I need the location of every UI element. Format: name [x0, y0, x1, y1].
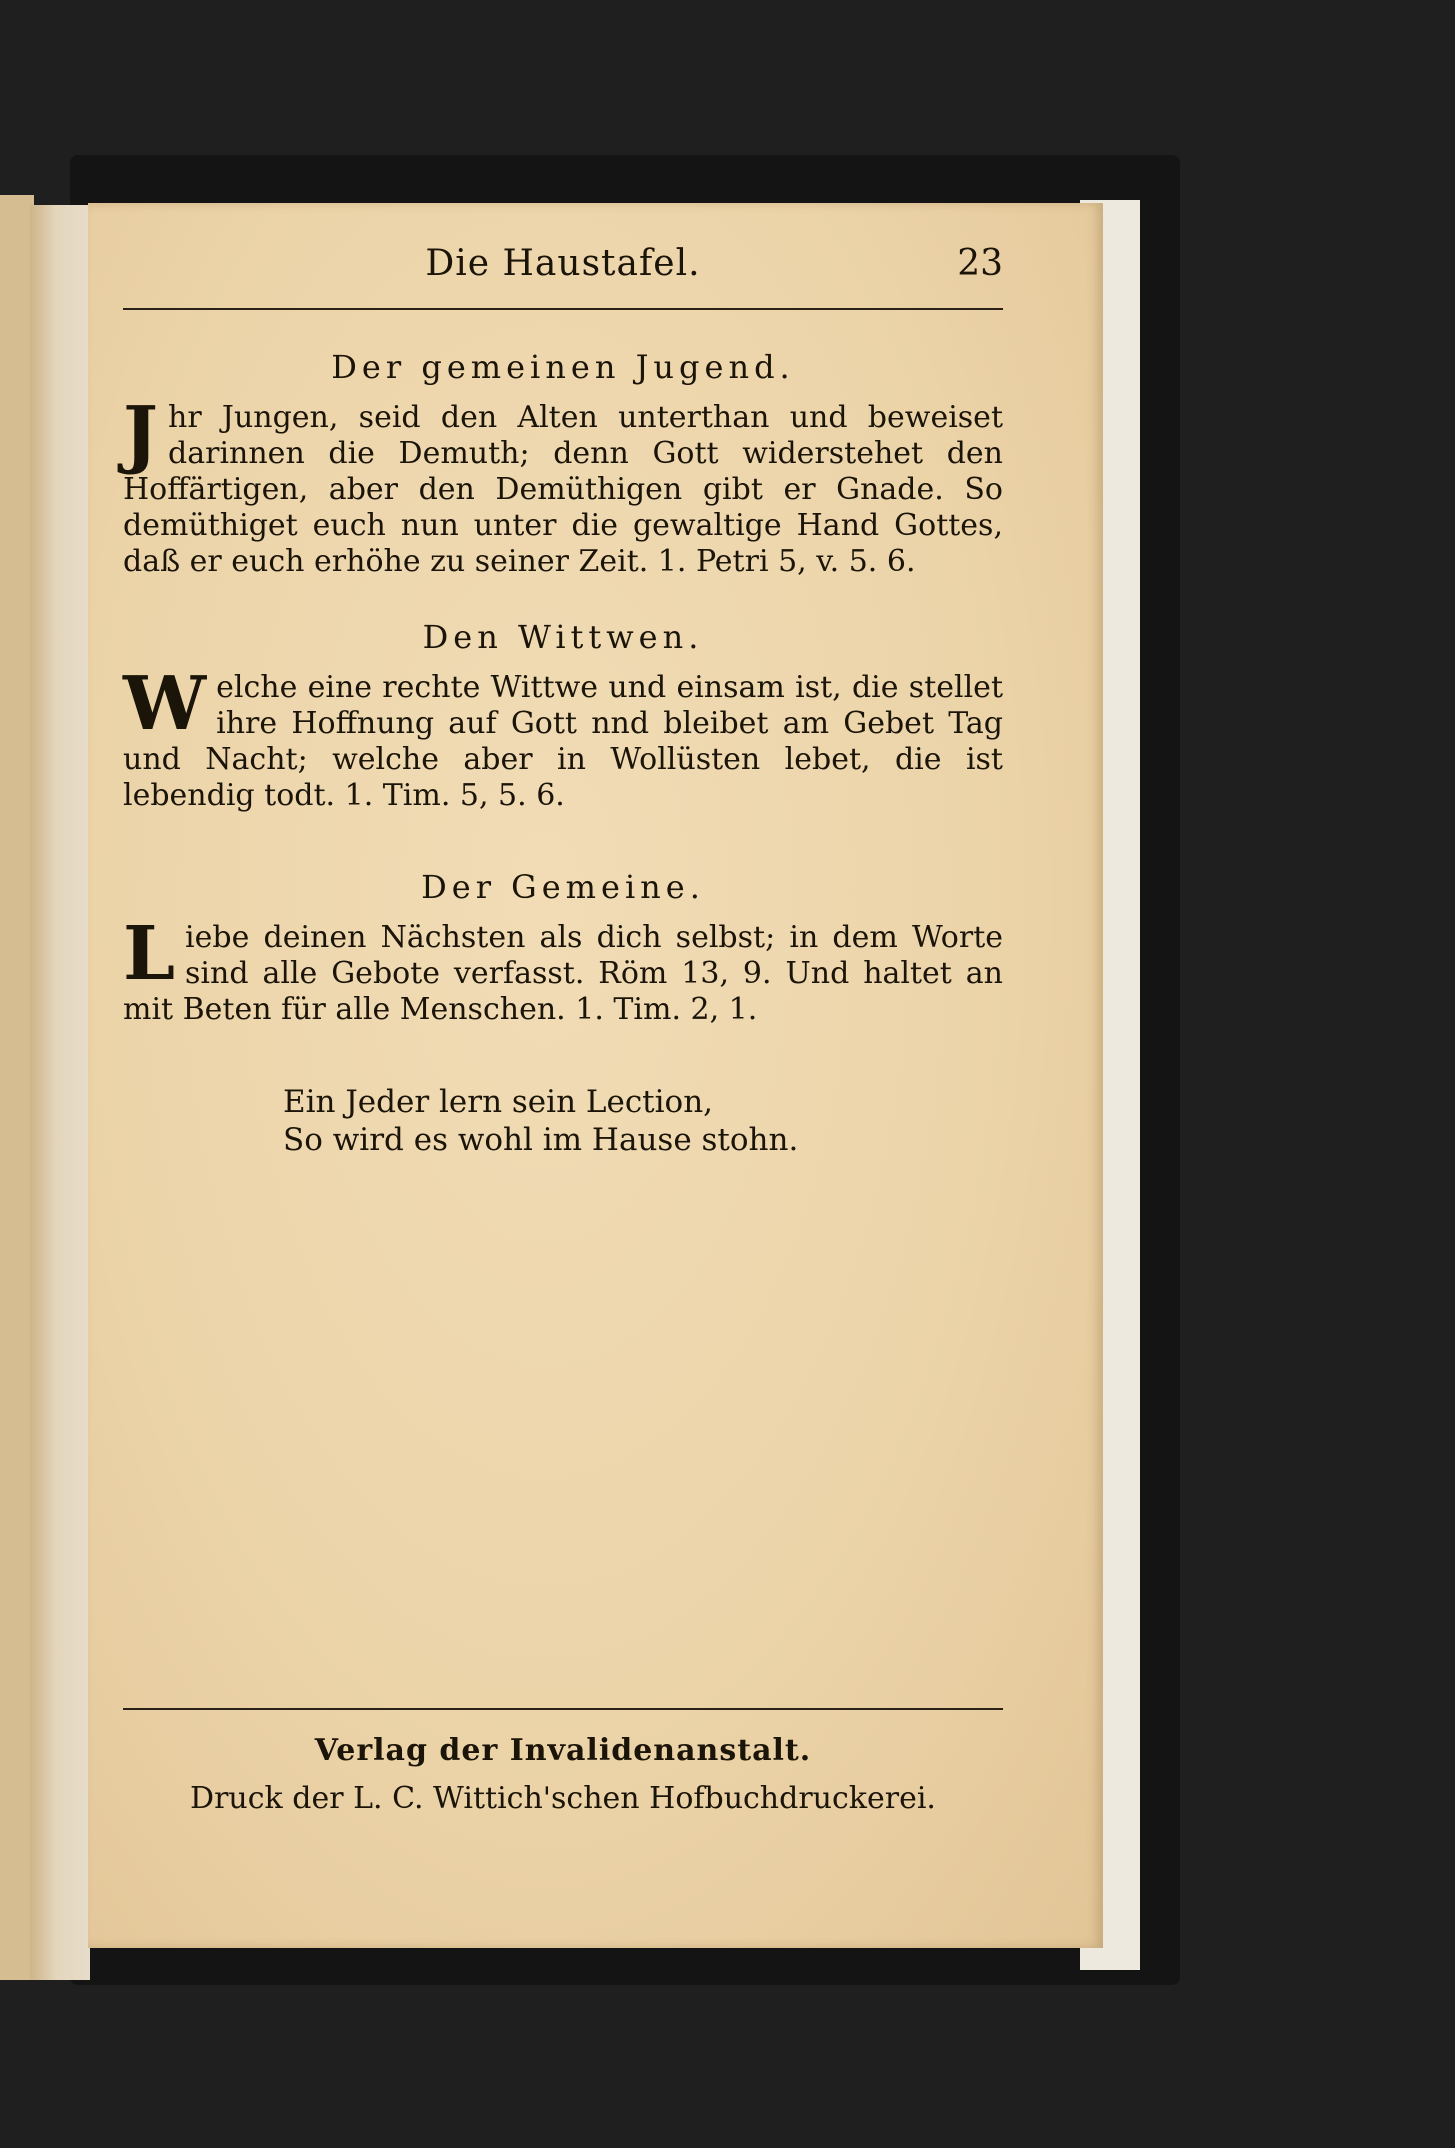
section-text — [123, 661, 1003, 814]
running-title: Die Haustafel. — [425, 243, 701, 284]
printer-line: Druck der L. C. Wittich'schen Hofbuchdruckerei. — [190, 1781, 936, 1816]
section-body: elche eine rechte Wittwe und einsam ist, die stellet ihre Hoffnung auf Gott nnd bleibet am Gebet Tag und Nacht; welche aber in Wollüsten lebet, die ist lebendig todt. 1. Tim. 5, 5. 6. — [123, 670, 1003, 813]
section-widows — [123, 618, 1003, 814]
section-youth — [123, 348, 1003, 580]
page-header — [123, 243, 1003, 293]
section-body: hr Jungen, seid den Alten unterthan und beweiset darinnen die Demuth; denn Gott widerstehet den Hoffärtigen, aber den Demüthigen gibt er Gnade. So demüthiget euch nun unter die gewaltige Hand Gottes, daß er euch erhöhe zu seiner Zeit. 1. Petri 5, v. 5. 6. — [123, 400, 1003, 579]
section-congregation — [123, 868, 1003, 1028]
page-number: 23 — [957, 243, 1003, 284]
section-body: iebe deinen Nächsten als dich selbst; in dem Worte sind alle Gebote verfasst. Röm 13, 9. Und haltet an mit Beten für alle Menschen. 1. Tim. 2, 1. — [123, 920, 1003, 1027]
closing-motto — [283, 1083, 983, 1159]
header-rule — [123, 308, 1003, 310]
publisher-line: Verlag der Invalidenanstalt. — [314, 1733, 812, 1768]
book-page — [88, 203, 1103, 1948]
section-text — [123, 391, 1003, 580]
drop-cap: L — [123, 911, 176, 997]
motto-line: Ein Jeder lern sein Lection, — [283, 1084, 714, 1120]
imprint-rule — [123, 1708, 1003, 1710]
motto-line: So wird es wohl im Hause stohn. — [283, 1122, 799, 1158]
drop-cap: W — [123, 661, 207, 747]
drop-cap: J — [123, 391, 159, 477]
section-heading: Der Gemeine. — [421, 868, 705, 906]
section-heading: Den Wittwen. — [422, 618, 704, 656]
left-page-edge — [0, 195, 34, 1980]
section-text — [123, 911, 1003, 1028]
section-heading: Der gemeinen Jugend. — [331, 348, 795, 386]
page-gutter — [30, 205, 90, 1980]
